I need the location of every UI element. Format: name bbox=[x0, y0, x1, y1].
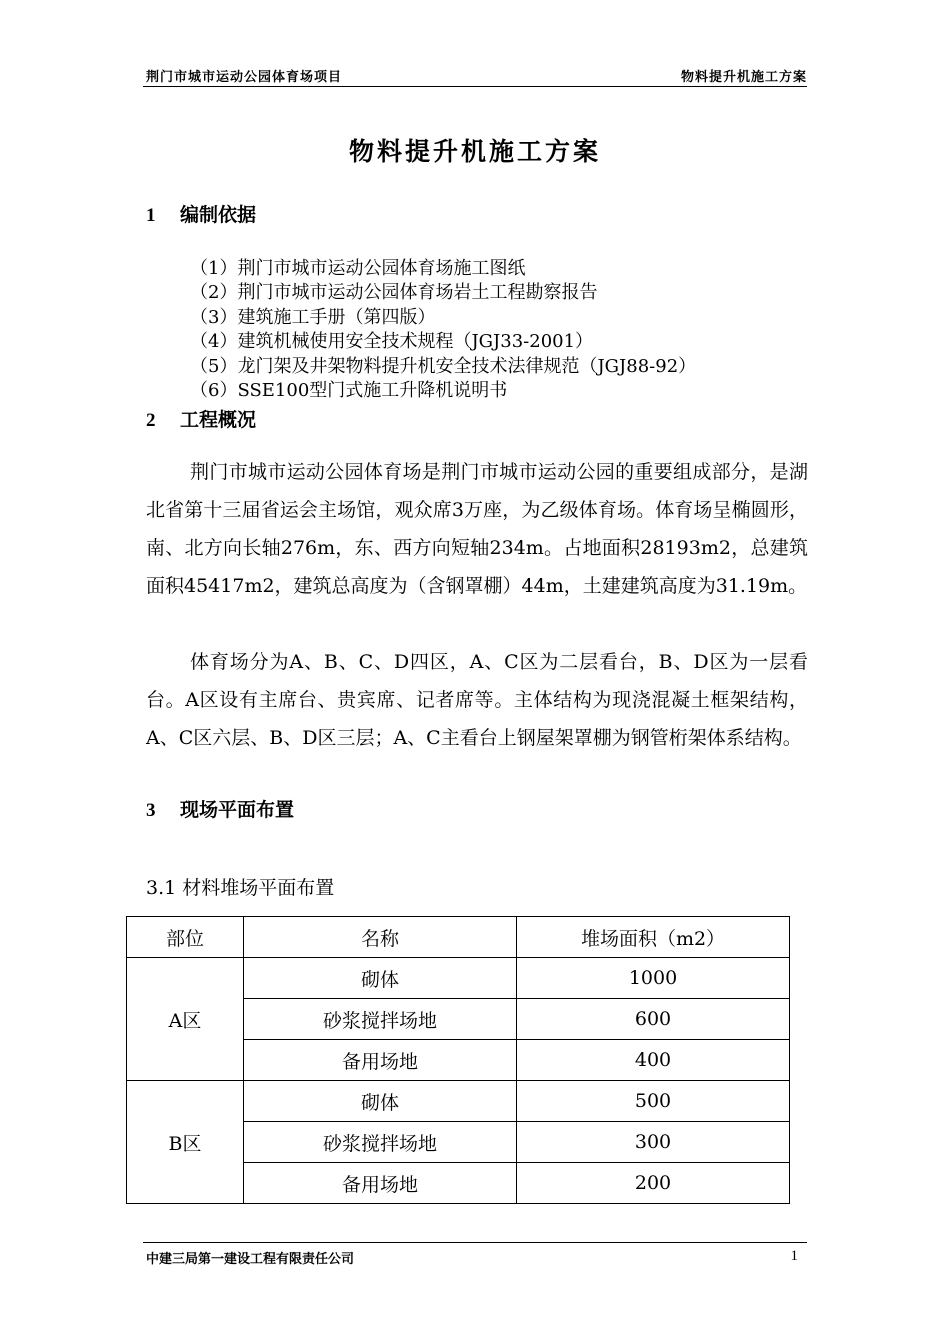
name-cell: 砌体 bbox=[244, 1081, 517, 1122]
name-cell: 砂浆搅拌场地 bbox=[244, 1122, 517, 1163]
area-cell: 300 bbox=[517, 1122, 790, 1163]
section-1-number: 1 bbox=[146, 205, 156, 226]
subsection-3-1-heading: 3.1 材料堆场平面布置 bbox=[146, 877, 335, 899]
footer-divider bbox=[143, 1242, 807, 1243]
table-row bbox=[127, 958, 790, 999]
name-cell: 备用场地 bbox=[244, 1163, 517, 1204]
table-row bbox=[127, 1081, 790, 1122]
footer-company-name: 中建三局第一建设工程有限责任公司 bbox=[146, 1252, 355, 1267]
column-header-area: 堆场面积（m2） bbox=[517, 917, 790, 958]
section-3-title: 现场平面布置 bbox=[180, 799, 295, 821]
column-header-location: 部位 bbox=[127, 917, 244, 958]
material-storage-table bbox=[126, 916, 790, 1204]
section-2-heading bbox=[146, 405, 256, 432]
header-project-name: 荆门市城市运动公园体育场项目 bbox=[146, 70, 343, 85]
name-cell: 砌体 bbox=[244, 958, 517, 999]
section-2-number: 2 bbox=[146, 410, 156, 431]
column-header-name: 名称 bbox=[244, 917, 517, 958]
section-2-title: 工程概况 bbox=[180, 409, 257, 431]
name-cell: 砂浆搅拌场地 bbox=[244, 999, 517, 1040]
section-1-heading bbox=[146, 200, 256, 227]
overview-paragraph-1: 荆门市城市运动公园体育场是荆门市城市运动公园的重要组成部分，是湖北省第十三届省运会主场馆，观众席3万座，为乙级体育场。体育场呈椭圆形，南、北方向长轴276m，东、西方向短轴234m。占地面积28193m2，总建筑面积45417m2，建筑总高度为（含钢罩棚）44m，土建建筑高度为31.19m。 bbox=[146, 461, 808, 597]
table-header-row bbox=[127, 917, 790, 958]
area-cell: 600 bbox=[517, 999, 790, 1040]
section-3-heading bbox=[146, 795, 294, 822]
reference-item-1: （1）荆门市城市运动公园体育场施工图纸 bbox=[190, 258, 526, 279]
reference-item-2: （2）荆门市城市运动公园体育场岩土工程勘察报告 bbox=[190, 282, 598, 303]
area-cell: 1000 bbox=[517, 958, 790, 999]
page-number: 1 bbox=[790, 1248, 798, 1264]
document-title: 物料提升机施工方案 bbox=[348, 137, 601, 166]
name-cell: 备用场地 bbox=[244, 1040, 517, 1081]
zone-cell-a: A区 bbox=[127, 958, 244, 1081]
section-1-title: 编制依据 bbox=[180, 204, 257, 226]
zone-cell-b: B区 bbox=[127, 1081, 244, 1204]
section-3-number: 3 bbox=[146, 800, 156, 821]
area-cell: 400 bbox=[517, 1040, 790, 1081]
area-cell: 200 bbox=[517, 1163, 790, 1204]
area-cell: 500 bbox=[517, 1081, 790, 1122]
reference-item-5: （5）龙门架及井架物料提升机安全技术法律规范（JGJ88-92） bbox=[190, 356, 697, 377]
header-divider bbox=[143, 86, 807, 87]
reference-item-3: （3）建筑施工手册（第四版） bbox=[190, 307, 436, 328]
overview-paragraph-2: 体育场分为A、B、C、D四区，A、C区为二层看台，B、D区为一层看台。A区设有主席台、贵宾席、记者席等。主体结构为现浇混凝土框架结构，A、C区六层、B、D区三层；A、C主看台上钢屋架罩棚为钢管桁架体系结构。 bbox=[146, 651, 808, 749]
reference-item-4: （4）建筑机械使用安全技术规程（JGJ33-2001） bbox=[190, 331, 594, 352]
reference-item-6: （6）SSE100型门式施工升降机说明书 bbox=[190, 380, 508, 401]
header-document-name: 物料提升机施工方案 bbox=[680, 70, 807, 85]
